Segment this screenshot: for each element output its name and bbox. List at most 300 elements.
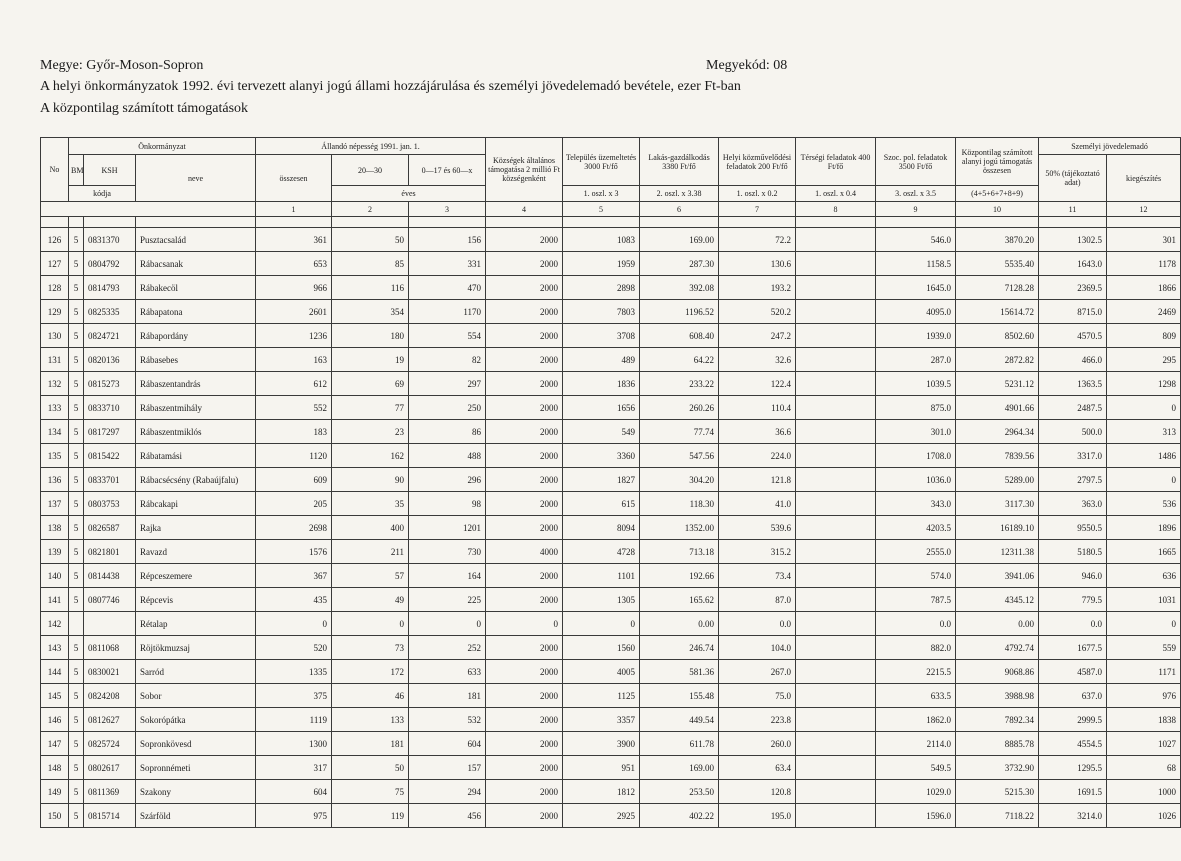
cell-settlement-operation: 3900 (563, 732, 640, 756)
header-onkormanyzat: Önkormányzat (69, 138, 256, 155)
cell-no: 131 (41, 348, 69, 372)
cell-name: Sopronnémeti (136, 756, 256, 780)
cell-ksh: 0804792 (84, 252, 136, 276)
table-row (41, 804, 1181, 828)
cell-age-0-17-60: 0 (409, 612, 486, 636)
cell-age-20-30: 133 (332, 708, 409, 732)
cell-regional-tasks (796, 396, 876, 420)
cell-bm: 5 (69, 804, 84, 828)
header-neve: neve (136, 155, 256, 202)
cell-bm: 5 (69, 252, 84, 276)
cell-settlement-operation: 549 (563, 420, 640, 444)
cell-central-total: 5215.30 (956, 780, 1039, 804)
column-number: 7 (719, 202, 796, 217)
cell-regional-tasks (796, 420, 876, 444)
table-row (41, 732, 1181, 756)
table-row (41, 540, 1181, 564)
cell-pit-50: 8715.0 (1039, 300, 1107, 324)
cell-pit-50: 1643.0 (1039, 252, 1107, 276)
cell-settlement-operation: 1836 (563, 372, 640, 396)
table-row (41, 252, 1181, 276)
cell-pit-supplement: 976 (1107, 684, 1181, 708)
column-number: 8 (796, 202, 876, 217)
cell-housing: 169.00 (640, 756, 719, 780)
cell-village-support: 2000 (486, 708, 563, 732)
table-row (41, 636, 1181, 660)
cell-pit-50: 1302.5 (1039, 228, 1107, 252)
cell-bm: 5 (69, 588, 84, 612)
cell-population-total: 1576 (256, 540, 332, 564)
cell-ksh: 0803753 (84, 492, 136, 516)
cell-population-total: 163 (256, 348, 332, 372)
table-row (41, 420, 1181, 444)
cell-bm: 5 (69, 564, 84, 588)
cell-bm: 5 (69, 732, 84, 756)
cell-pit-50: 779.5 (1039, 588, 1107, 612)
cell-social-policy: 1039.5 (876, 372, 956, 396)
cell-settlement-operation: 3708 (563, 324, 640, 348)
cell-no: 141 (41, 588, 69, 612)
budget-table (40, 137, 1181, 828)
cell-no: 147 (41, 732, 69, 756)
cell-social-policy: 301.0 (876, 420, 956, 444)
cell-village-support: 2000 (486, 636, 563, 660)
column-number: 11 (1039, 202, 1107, 217)
cell-no: 140 (41, 564, 69, 588)
cell-village-support: 0 (486, 612, 563, 636)
cell-name: Sobor (136, 684, 256, 708)
cell-pit-supplement: 295 (1107, 348, 1181, 372)
cell-regional-tasks (796, 348, 876, 372)
cell-pit-supplement: 536 (1107, 492, 1181, 516)
cell-local-culture: 130.6 (719, 252, 796, 276)
cell-age-0-17-60: 157 (409, 756, 486, 780)
cell-bm: 5 (69, 540, 84, 564)
cell-name: Röjtökmuzsaj (136, 636, 256, 660)
cell-village-support: 2000 (486, 372, 563, 396)
cell-pit-supplement: 2469 (1107, 300, 1181, 324)
cell-social-policy: 2114.0 (876, 732, 956, 756)
cell-regional-tasks (796, 756, 876, 780)
cell-age-20-30: 50 (332, 228, 409, 252)
cell-regional-tasks (796, 516, 876, 540)
cell-age-20-30: 0 (332, 612, 409, 636)
cell-central-total: 3988.98 (956, 684, 1039, 708)
cell-pit-supplement: 1027 (1107, 732, 1181, 756)
cell-name: Szárföld (136, 804, 256, 828)
table-row (41, 684, 1181, 708)
cell-regional-tasks (796, 324, 876, 348)
cell-local-culture: 195.0 (719, 804, 796, 828)
cell-name: Rajka (136, 516, 256, 540)
cell-no: 150 (41, 804, 69, 828)
column-number: 1 (256, 202, 332, 217)
document-subtitle: A központilag számított támogatások (40, 101, 249, 116)
cell-central-total: 2964.34 (956, 420, 1039, 444)
cell-population-total: 2698 (256, 516, 332, 540)
cell-social-policy: 633.5 (876, 684, 956, 708)
cell-pit-supplement: 1665 (1107, 540, 1181, 564)
cell-housing: 287.30 (640, 252, 719, 276)
cell-population-total: 2601 (256, 300, 332, 324)
cell-age-20-30: 19 (332, 348, 409, 372)
column-number: 12 (1107, 202, 1181, 217)
cell-village-support: 2000 (486, 468, 563, 492)
cell-name: Rétalap (136, 612, 256, 636)
cell-pit-50: 2487.5 (1039, 396, 1107, 420)
cell-pit-50: 466.0 (1039, 348, 1107, 372)
cell-social-policy: 4203.5 (876, 516, 956, 540)
cell-bm (69, 612, 84, 636)
cell-social-policy: 549.5 (876, 756, 956, 780)
cell-regional-tasks (796, 804, 876, 828)
column-number: 10 (956, 202, 1039, 217)
cell-name: Répceszemere (136, 564, 256, 588)
table-row (41, 324, 1181, 348)
cell-settlement-operation: 1125 (563, 684, 640, 708)
cell-village-support: 2000 (486, 348, 563, 372)
cell-pit-50: 4554.5 (1039, 732, 1107, 756)
cell-settlement-operation: 8094 (563, 516, 640, 540)
cell-settlement-operation: 1560 (563, 636, 640, 660)
cell-bm: 5 (69, 444, 84, 468)
cell-pit-supplement: 636 (1107, 564, 1181, 588)
header-ksh: KSH (84, 155, 136, 186)
cell-village-support: 2000 (486, 732, 563, 756)
cell-pit-50: 637.0 (1039, 684, 1107, 708)
cell-age-20-30: 35 (332, 492, 409, 516)
cell-regional-tasks (796, 732, 876, 756)
cell-settlement-operation: 1305 (563, 588, 640, 612)
cell-housing: 0.00 (640, 612, 719, 636)
cell-population-total: 1300 (256, 732, 332, 756)
cell-village-support: 2000 (486, 564, 563, 588)
cell-local-culture: 120.8 (719, 780, 796, 804)
cell-regional-tasks (796, 540, 876, 564)
cell-no: 148 (41, 756, 69, 780)
cell-population-total: 653 (256, 252, 332, 276)
cell-village-support: 2000 (486, 252, 563, 276)
table-row (41, 564, 1181, 588)
cell-name: Rábaszentmihály (136, 396, 256, 420)
cell-pit-50: 946.0 (1039, 564, 1107, 588)
cell-regional-tasks (796, 708, 876, 732)
cell-population-total: 435 (256, 588, 332, 612)
cell-name: Ravazd (136, 540, 256, 564)
cell-settlement-operation: 1656 (563, 396, 640, 420)
county-code-label: Megyekód: 08 (706, 58, 788, 73)
cell-ksh: 0811068 (84, 636, 136, 660)
cell-ksh: 0825335 (84, 300, 136, 324)
cell-housing: 1196.52 (640, 300, 719, 324)
header-tersegi-formula: 1. oszl. x 0.4 (796, 186, 876, 202)
table-row (41, 612, 1181, 636)
cell-central-total: 0.00 (956, 612, 1039, 636)
cell-pit-50: 500.0 (1039, 420, 1107, 444)
cell-local-culture: 87.0 (719, 588, 796, 612)
cell-local-culture: 110.4 (719, 396, 796, 420)
cell-name: Rábacsanak (136, 252, 256, 276)
cell-bm: 5 (69, 468, 84, 492)
cell-central-total: 4901.66 (956, 396, 1039, 420)
table-header (41, 138, 1181, 217)
cell-regional-tasks (796, 780, 876, 804)
cell-pit-supplement: 1896 (1107, 516, 1181, 540)
cell-no: 127 (41, 252, 69, 276)
cell-ksh: 0811369 (84, 780, 136, 804)
cell-ksh: 0815422 (84, 444, 136, 468)
header-szja-50: 50% (tájékoztató adat) (1039, 155, 1107, 202)
cell-settlement-operation: 1812 (563, 780, 640, 804)
cell-social-policy: 2555.0 (876, 540, 956, 564)
cell-ksh: 0814438 (84, 564, 136, 588)
cell-pit-50: 9550.5 (1039, 516, 1107, 540)
cell-local-culture: 104.0 (719, 636, 796, 660)
header-kozsegek: Községek általános támogatása 2 millió Ft községenként (486, 138, 563, 202)
cell-housing: 192.66 (640, 564, 719, 588)
cell-bm: 5 (69, 348, 84, 372)
cell-bm: 5 (69, 636, 84, 660)
column-number: 6 (640, 202, 719, 217)
cell-village-support: 2000 (486, 396, 563, 420)
cell-housing: 77.74 (640, 420, 719, 444)
cell-age-0-17-60: 730 (409, 540, 486, 564)
cell-age-20-30: 49 (332, 588, 409, 612)
cell-pit-50: 3214.0 (1039, 804, 1107, 828)
cell-housing: 713.18 (640, 540, 719, 564)
cell-housing: 165.62 (640, 588, 719, 612)
cell-local-culture: 223.8 (719, 708, 796, 732)
cell-village-support: 2000 (486, 516, 563, 540)
cell-pit-supplement: 313 (1107, 420, 1181, 444)
cell-no: 139 (41, 540, 69, 564)
cell-regional-tasks (796, 492, 876, 516)
cell-age-20-30: 354 (332, 300, 409, 324)
cell-pit-50: 1363.5 (1039, 372, 1107, 396)
cell-bm: 5 (69, 396, 84, 420)
cell-pit-supplement: 1486 (1107, 444, 1181, 468)
header-szoc: Szoc. pol. feladatok 3500 Ft/fő (876, 138, 956, 186)
cell-bm: 5 (69, 516, 84, 540)
cell-social-policy: 343.0 (876, 492, 956, 516)
cell-age-0-17-60: 1170 (409, 300, 486, 324)
cell-local-culture: 73.4 (719, 564, 796, 588)
cell-regional-tasks (796, 612, 876, 636)
cell-central-total: 7892.34 (956, 708, 1039, 732)
cell-regional-tasks (796, 684, 876, 708)
cell-central-total: 8885.78 (956, 732, 1039, 756)
cell-age-0-17-60: 252 (409, 636, 486, 660)
cell-social-policy: 1158.5 (876, 252, 956, 276)
cell-regional-tasks (796, 564, 876, 588)
cell-regional-tasks (796, 468, 876, 492)
cell-housing: 581.36 (640, 660, 719, 684)
cell-pit-supplement: 559 (1107, 636, 1181, 660)
cell-housing: 260.26 (640, 396, 719, 420)
cell-age-20-30: 77 (332, 396, 409, 420)
cell-age-0-17-60: 633 (409, 660, 486, 684)
cell-local-culture: 72.2 (719, 228, 796, 252)
cell-ksh: 0830021 (84, 660, 136, 684)
column-number: 4 (486, 202, 563, 217)
cell-population-total: 1335 (256, 660, 332, 684)
cell-local-culture: 32.6 (719, 348, 796, 372)
cell-central-total: 5289.00 (956, 468, 1039, 492)
cell-no: 146 (41, 708, 69, 732)
cell-housing: 64.22 (640, 348, 719, 372)
header-szoc-formula: 3. oszl. x 3.5 (876, 186, 956, 202)
cell-population-total: 375 (256, 684, 332, 708)
header-szja: Személyi jövedelemadó (1039, 138, 1181, 155)
cell-age-0-17-60: 250 (409, 396, 486, 420)
header-lakas-formula: 2. oszl. x 3.38 (640, 186, 719, 202)
cell-village-support: 2000 (486, 300, 563, 324)
cell-local-culture: 193.2 (719, 276, 796, 300)
cell-pit-supplement: 0 (1107, 612, 1181, 636)
cell-name: Sarród (136, 660, 256, 684)
cell-age-20-30: 172 (332, 660, 409, 684)
cell-bm: 5 (69, 756, 84, 780)
cell-central-total: 8502.60 (956, 324, 1039, 348)
cell-age-0-17-60: 156 (409, 228, 486, 252)
cell-bm: 5 (69, 420, 84, 444)
cell-social-policy: 1708.0 (876, 444, 956, 468)
table-row (41, 516, 1181, 540)
cell-social-policy: 875.0 (876, 396, 956, 420)
cell-village-support: 2000 (486, 588, 563, 612)
cell-no: 145 (41, 684, 69, 708)
cell-settlement-operation: 615 (563, 492, 640, 516)
cell-regional-tasks (796, 276, 876, 300)
cell-no: 134 (41, 420, 69, 444)
cell-local-culture: 260.0 (719, 732, 796, 756)
header-kozponti-formula: (4+5+6+7+8+9) (956, 186, 1039, 202)
cell-settlement-operation: 3357 (563, 708, 640, 732)
cell-bm: 5 (69, 708, 84, 732)
header-no: No (41, 138, 69, 202)
cell-village-support: 2000 (486, 228, 563, 252)
cell-age-20-30: 57 (332, 564, 409, 588)
cell-age-0-17-60: 331 (409, 252, 486, 276)
cell-age-0-17-60: 98 (409, 492, 486, 516)
cell-ksh: 0807746 (84, 588, 136, 612)
cell-pit-50: 1691.5 (1039, 780, 1107, 804)
cell-population-total: 975 (256, 804, 332, 828)
header-telepules-formula: 1. oszl. x 3 (563, 186, 640, 202)
cell-pit-supplement: 1178 (1107, 252, 1181, 276)
cell-housing: 608.40 (640, 324, 719, 348)
cell-central-total: 7128.28 (956, 276, 1039, 300)
cell-regional-tasks (796, 660, 876, 684)
cell-name: Rábacsécsény (Rabaújfalu) (136, 468, 256, 492)
header-bm: BM (69, 155, 84, 186)
cell-pit-50: 2999.5 (1039, 708, 1107, 732)
cell-name: Rábakecöl (136, 276, 256, 300)
cell-social-policy: 287.0 (876, 348, 956, 372)
cell-local-culture: 41.0 (719, 492, 796, 516)
cell-social-policy: 1596.0 (876, 804, 956, 828)
cell-social-policy: 2215.5 (876, 660, 956, 684)
cell-central-total: 4345.12 (956, 588, 1039, 612)
column-number: 5 (563, 202, 640, 217)
cell-pit-supplement: 301 (1107, 228, 1181, 252)
cell-pit-supplement: 68 (1107, 756, 1181, 780)
cell-central-total: 2872.82 (956, 348, 1039, 372)
cell-population-total: 1236 (256, 324, 332, 348)
cell-settlement-operation: 1959 (563, 252, 640, 276)
cell-no: 137 (41, 492, 69, 516)
cell-central-total: 3732.90 (956, 756, 1039, 780)
cell-housing: 169.00 (640, 228, 719, 252)
cell-social-policy: 1036.0 (876, 468, 956, 492)
cell-ksh: 0825724 (84, 732, 136, 756)
cell-settlement-operation: 1827 (563, 468, 640, 492)
cell-bm: 5 (69, 324, 84, 348)
cell-age-20-30: 162 (332, 444, 409, 468)
table-row (41, 468, 1181, 492)
cell-age-0-17-60: 82 (409, 348, 486, 372)
cell-housing: 118.30 (640, 492, 719, 516)
cell-settlement-operation: 2898 (563, 276, 640, 300)
cell-age-20-30: 46 (332, 684, 409, 708)
cell-central-total: 16189.10 (956, 516, 1039, 540)
cell-ksh: 0815273 (84, 372, 136, 396)
cell-regional-tasks (796, 300, 876, 324)
cell-local-culture: 539.6 (719, 516, 796, 540)
cell-age-0-17-60: 86 (409, 420, 486, 444)
cell-settlement-operation: 3360 (563, 444, 640, 468)
cell-age-20-30: 90 (332, 468, 409, 492)
cell-age-0-17-60: 164 (409, 564, 486, 588)
cell-bm: 5 (69, 372, 84, 396)
cell-age-20-30: 400 (332, 516, 409, 540)
cell-pit-50: 2797.5 (1039, 468, 1107, 492)
header-kodja: kódja (69, 186, 136, 202)
cell-pit-supplement: 1838 (1107, 708, 1181, 732)
cell-pit-50: 2369.5 (1039, 276, 1107, 300)
table-row (41, 300, 1181, 324)
cell-name: Rábaszentandrás (136, 372, 256, 396)
cell-population-total: 317 (256, 756, 332, 780)
cell-age-20-30: 116 (332, 276, 409, 300)
cell-settlement-operation: 1101 (563, 564, 640, 588)
cell-pit-50: 4587.0 (1039, 660, 1107, 684)
cell-pit-50: 3317.0 (1039, 444, 1107, 468)
column-number: 2 (332, 202, 409, 217)
cell-age-20-30: 73 (332, 636, 409, 660)
cell-social-policy: 1862.0 (876, 708, 956, 732)
cell-population-total: 0 (256, 612, 332, 636)
cell-name: Rábapatona (136, 300, 256, 324)
cell-social-policy: 1029.0 (876, 780, 956, 804)
cell-no: 126 (41, 228, 69, 252)
cell-village-support: 2000 (486, 324, 563, 348)
cell-ksh: 0815714 (84, 804, 136, 828)
cell-village-support: 2000 (486, 684, 563, 708)
cell-population-total: 205 (256, 492, 332, 516)
cell-settlement-operation: 951 (563, 756, 640, 780)
cell-bm: 5 (69, 660, 84, 684)
cell-no: 132 (41, 372, 69, 396)
cell-name: Rábapordány (136, 324, 256, 348)
cell-no: 138 (41, 516, 69, 540)
cell-ksh: 0826587 (84, 516, 136, 540)
column-number: 3 (409, 202, 486, 217)
cell-pit-50: 0.0 (1039, 612, 1107, 636)
cell-ksh: 0824721 (84, 324, 136, 348)
cell-no: 130 (41, 324, 69, 348)
cell-central-total: 3870.20 (956, 228, 1039, 252)
